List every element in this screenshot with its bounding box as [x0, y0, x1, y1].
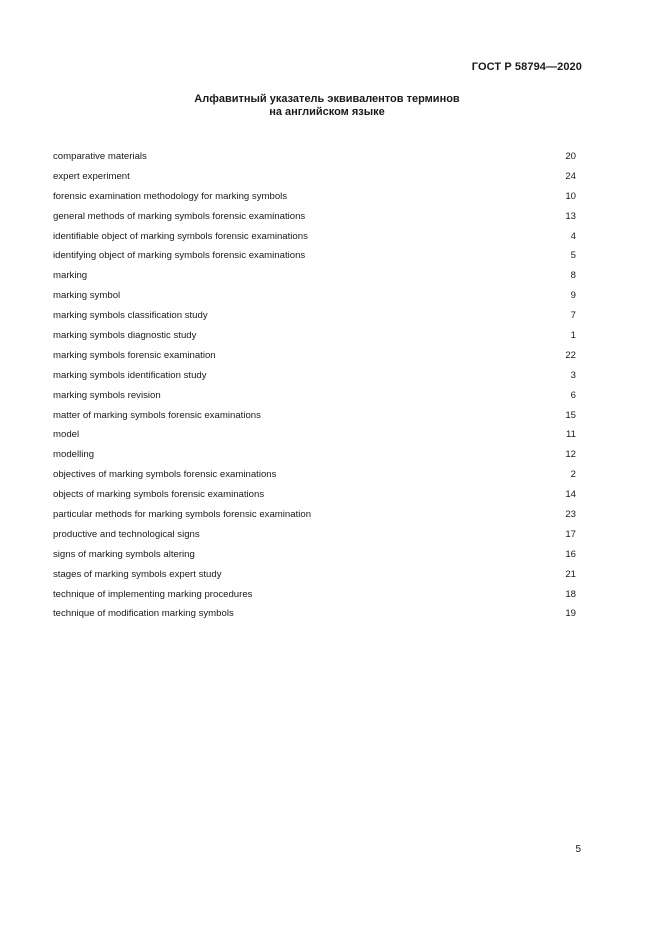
index-term-number: 8 [570, 270, 576, 282]
index-term: general methods of marking symbols forensic examinations [53, 210, 306, 222]
index-row [53, 465, 576, 485]
index-row [53, 227, 576, 247]
index-term-number: 16 [565, 548, 576, 560]
index-term: technique of modification marking symbols [53, 608, 234, 620]
index-row [53, 505, 576, 525]
index-row [53, 525, 576, 545]
index-term-number: 17 [565, 528, 576, 540]
index-term: marking [53, 270, 88, 282]
index-term: marking symbols forensic examination [53, 349, 216, 361]
index-term-number: 12 [565, 449, 576, 461]
index-row [53, 585, 576, 605]
index-term-number: 6 [570, 389, 576, 401]
title-line-1: Алфавитный указатель эквивалентов терминов [194, 93, 460, 105]
index-term-number: 24 [565, 170, 576, 182]
index-row [53, 545, 576, 565]
index-term-number: 11 [566, 429, 576, 441]
index-term-number: 19 [565, 608, 576, 620]
index-row [53, 485, 576, 505]
index-term-number: 14 [565, 489, 576, 501]
index-term: signs of marking symbols altering [53, 548, 195, 560]
index-term-number: 2 [570, 469, 576, 481]
index-row [53, 286, 576, 306]
index-row [53, 366, 576, 386]
index-term: identifying object of marking symbols forensic examinations [53, 250, 306, 262]
index-row [53, 207, 576, 227]
index-term: identifiable object of marking symbols forensic examinations [53, 230, 308, 242]
index-term-number: 7 [570, 310, 576, 322]
title-block [194, 93, 459, 119]
index-term: comparative materials [53, 151, 147, 162]
index-term: technique of implementing marking procedures [53, 588, 253, 600]
index-term: productive and technological signs [53, 528, 200, 540]
document-code: ГОСТ Р 58794—2020 [471, 61, 582, 73]
index-term-number: 5 [570, 250, 576, 262]
index-term: matter of marking symbols forensic examinations [53, 409, 261, 421]
index-term: marking symbols identification study [53, 369, 207, 381]
index-term: stages of marking symbols expert study [53, 568, 222, 580]
index-row [53, 346, 576, 366]
index-term: marking symbols diagnostic study [53, 330, 197, 342]
index-term: forensic examination methodology for marking symbols [53, 190, 288, 202]
index-row [53, 167, 576, 187]
page-number: 5 [575, 844, 581, 855]
index-term-number: 23 [565, 509, 576, 521]
index-row [53, 406, 576, 426]
index-term-number: 4 [570, 230, 576, 242]
index-term-number: 18 [565, 588, 576, 600]
index-term-number: 13 [565, 210, 576, 222]
index-term: marking symbols classification study [53, 310, 208, 322]
page-title [0, 93, 661, 119]
index-term-number: 9 [570, 290, 576, 302]
index-row [53, 326, 576, 346]
index-term-number: 3 [570, 369, 576, 381]
index-row [53, 386, 576, 406]
index-term: particular methods for marking symbols forensic examination [53, 509, 312, 521]
index-row [53, 147, 576, 167]
index-term: expert experiment [53, 170, 130, 182]
index-row [53, 565, 576, 585]
index-term: model [53, 429, 80, 441]
index-row [53, 604, 576, 624]
index-row [53, 187, 576, 207]
title-line-2: на английском языке [269, 106, 385, 118]
index-term-number: 15 [565, 409, 576, 421]
index-term: objects of marking symbols forensic examinations [53, 489, 265, 501]
index-term-number: 22 [565, 349, 576, 361]
index-term-number: 10 [565, 190, 576, 202]
index-row [53, 306, 576, 326]
index-row [53, 266, 576, 286]
index-term-number: 20 [565, 151, 576, 162]
term-index-list [53, 147, 576, 624]
index-row [53, 445, 576, 465]
index-row [53, 425, 576, 445]
index-row [53, 246, 576, 266]
index-term: objectives of marking symbols forensic examinations [53, 469, 277, 481]
index-term-number: 21 [565, 568, 576, 580]
index-term: marking symbol [53, 290, 121, 302]
index-term: marking symbols revision [53, 389, 161, 401]
index-term-number: 1 [570, 330, 576, 342]
index-term: modelling [53, 449, 95, 461]
